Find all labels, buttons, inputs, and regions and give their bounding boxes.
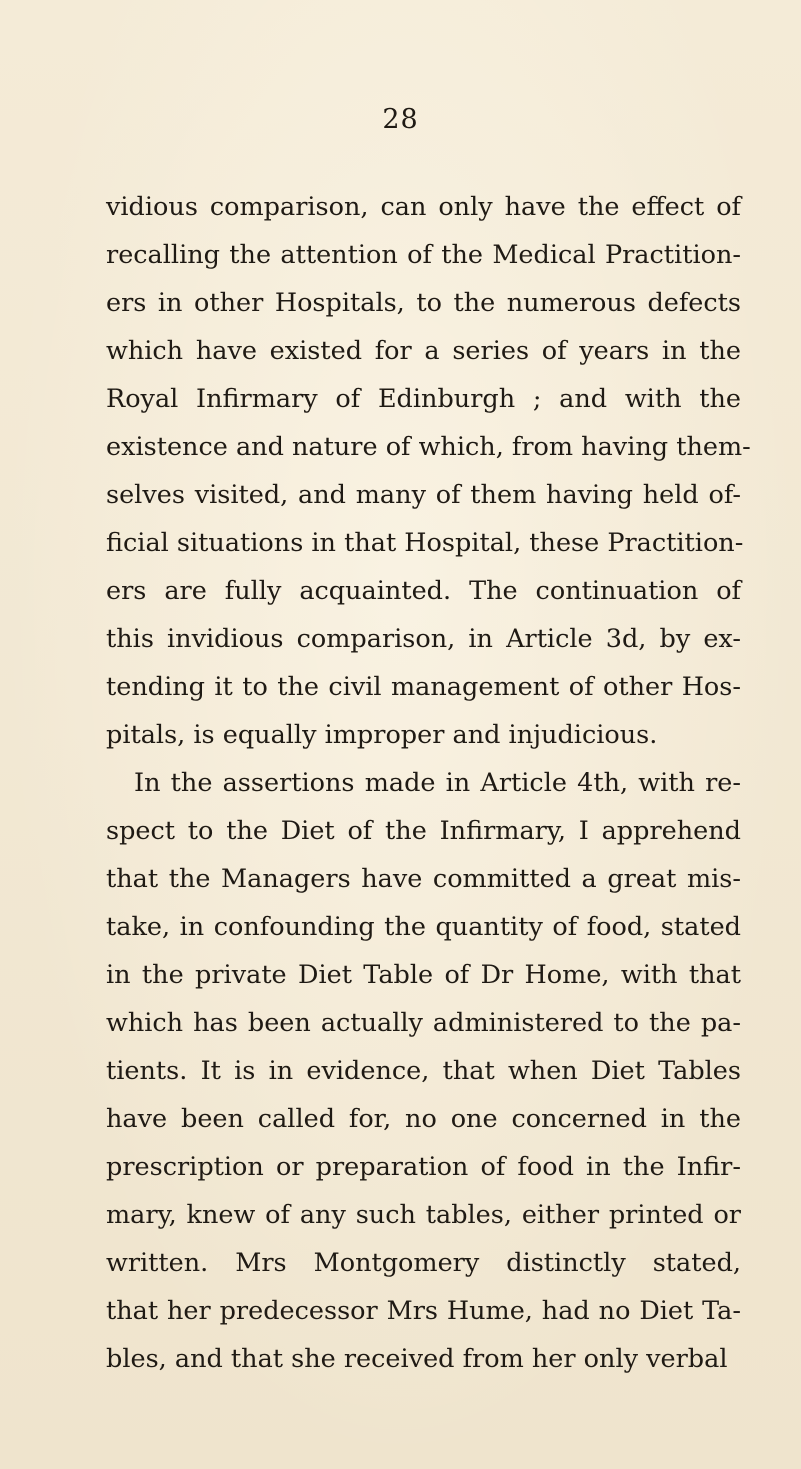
text-line: pitals, is equally improper and injudicious.	[106, 720, 658, 750]
text-line: vidious comparison, can only have the effect of	[106, 192, 741, 222]
text-line: tending it to the civil management of other Hos-	[106, 672, 741, 702]
text-line: existence and nature of which, from having them-	[106, 432, 751, 462]
text-line: recalling the attention of the Medical Practition-	[106, 240, 741, 270]
paragraph-start-line: In the assertions made in Article 4th, with re-	[134, 768, 741, 798]
text-line: ers in other Hospitals, to the numerous defects	[106, 288, 741, 318]
text-line: which has been actually administered to the pa-	[106, 1008, 741, 1038]
text-line: that her predecessor Mrs Hume, had no Diet Ta-	[106, 1296, 741, 1326]
text-line: tients. It is in evidence, that when Diet Tables	[106, 1056, 741, 1086]
text-line: selves visited, and many of them having held of-	[106, 480, 741, 510]
text-line: this invidious comparison, in Article 3d, by ex-	[106, 624, 741, 654]
page-number: 28	[382, 104, 419, 135]
text-line: that the Managers have committed a great mis-	[106, 864, 741, 894]
text-line: take, in confounding the quantity of food, stated	[106, 912, 741, 942]
text-line: Royal Infirmary of Edinburgh ; and with the	[106, 384, 741, 414]
body-text	[106, 183, 751, 1383]
text-line: prescription or preparation of food in the Infir-	[106, 1152, 741, 1182]
text-line: which have existed for a series of years in the	[106, 336, 741, 366]
text-line: spect to the Diet of the Infirmary, I apprehend	[106, 816, 741, 846]
text-line: ficial situations in that Hospital, these Practition-	[106, 528, 744, 558]
text-line: written. Mrs Montgomery distinctly stated,	[106, 1248, 741, 1278]
text-line: bles, and that she received from her only verbal	[106, 1344, 728, 1374]
text-line: in the private Diet Table of Dr Home, with that	[106, 960, 741, 990]
text-line: mary, knew of any such tables, either printed or	[106, 1200, 741, 1230]
text-line: ers are fully acquainted. The continuation of	[106, 576, 741, 606]
text-line: have been called for, no one concerned in the	[106, 1104, 741, 1134]
